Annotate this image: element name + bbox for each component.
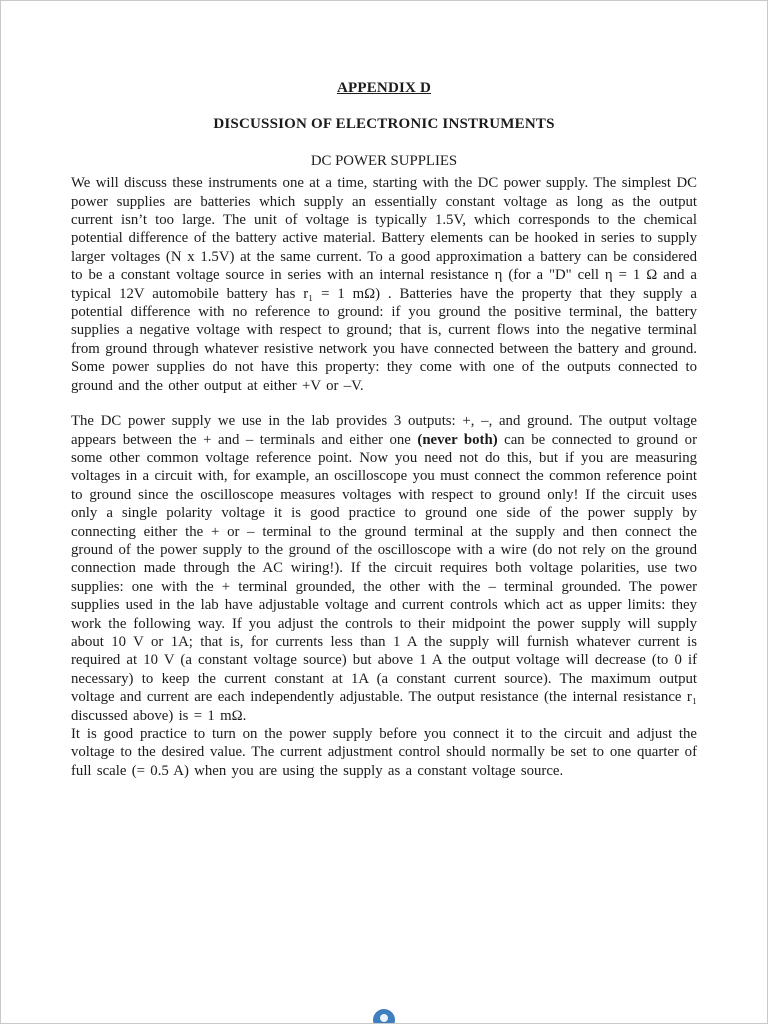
paragraph-good-practice: It is good practice to turn on the power supply before you connect it to the circuit and adjust the voltage to the desired value. The current adjustment control should normally be set to one quarter of full scale (= 0.5 A) when you are using the supply as a constant voltage source.	[71, 726, 697, 779]
paragraph-dc-power-supply-intro: We will discuss these instruments one at a time, starting with the DC power supply. The simplest DC power supplies are batteries which supply an essentially constant voltage as long as the output current isn’t too large. The unit of voltage is typically 1.5V, which corresponds to the chemical potential difference of the battery active material. Battery elements can be hooked in series to supply larger voltages (N x 1.5V) at the same current. To a good approximation a battery can be considered to be a constant voltage source in series with an internal resistance η (for a "D" cell η = 1 Ω and a typical 12V automobile battery has r₁ = 1 mΩ) . Batteries have the property that they supply a potential difference with no reference to ground: if you ground the positive terminal, the battery supplies a negative voltage with respect to ground; that is, current flows into the negative terminal from ground through whatever resistive network you have connected between the battery and ground. Some power supplies do not have this property: they come with one of the outputs connected to ground and the other output at either +V or –V.	[71, 175, 697, 394]
paragraph-lab-power-supply: The DC power supply we use in the lab provides 3 outputs: +, –, and ground. The output voltage appears between the + and – terminals and either one (never both) can be connected to ground or some other common voltage reference point. Now you need not do this, but if you are measuring voltages in a circuit with, for example, an oscilloscope you must connect the common reference point to ground since the oscilloscope measures voltages with respect to ground only! If the circuit uses only a single polarity voltage it is good practice to ground one side of the power supply by connecting either the + or – terminal to the ground terminal at the supply and then connect the ground of the power supply to the ground of the oscilloscope with a wire (do not rely on the ground connection made through the AC wiring!). If the circuit requires both voltage polarities, use two supplies: one with the + terminal grounded, the other with the – terminal grounded. The power supplies used in the lab have adjustable voltage and current controls which act as upper limits: they work the following way. If you adjust the controls to their midpoint the power supply will supply about 10 V or 1A; that is, for currents less than 1 A the supply will furnish whatever current is required at 10 V (a constant voltage source) but above 1 A the output voltage will decrease (to 0 if necessary) to keep the current constant at 1A (a constant current source). The maximum output voltage and current are each independently adjustable. The output resistance (the internal resistance r₁ discussed above) is = 1 mΩ.	[71, 413, 697, 724]
appendix-title: APPENDIX D	[336, 80, 432, 96]
scribd-logo-icon[interactable]	[373, 1009, 395, 1024]
section-heading: DC POWER SUPPLIES	[310, 152, 458, 169]
document-title: DISCUSSION OF ELECTRONIC INSTRUMENTS	[213, 116, 555, 133]
